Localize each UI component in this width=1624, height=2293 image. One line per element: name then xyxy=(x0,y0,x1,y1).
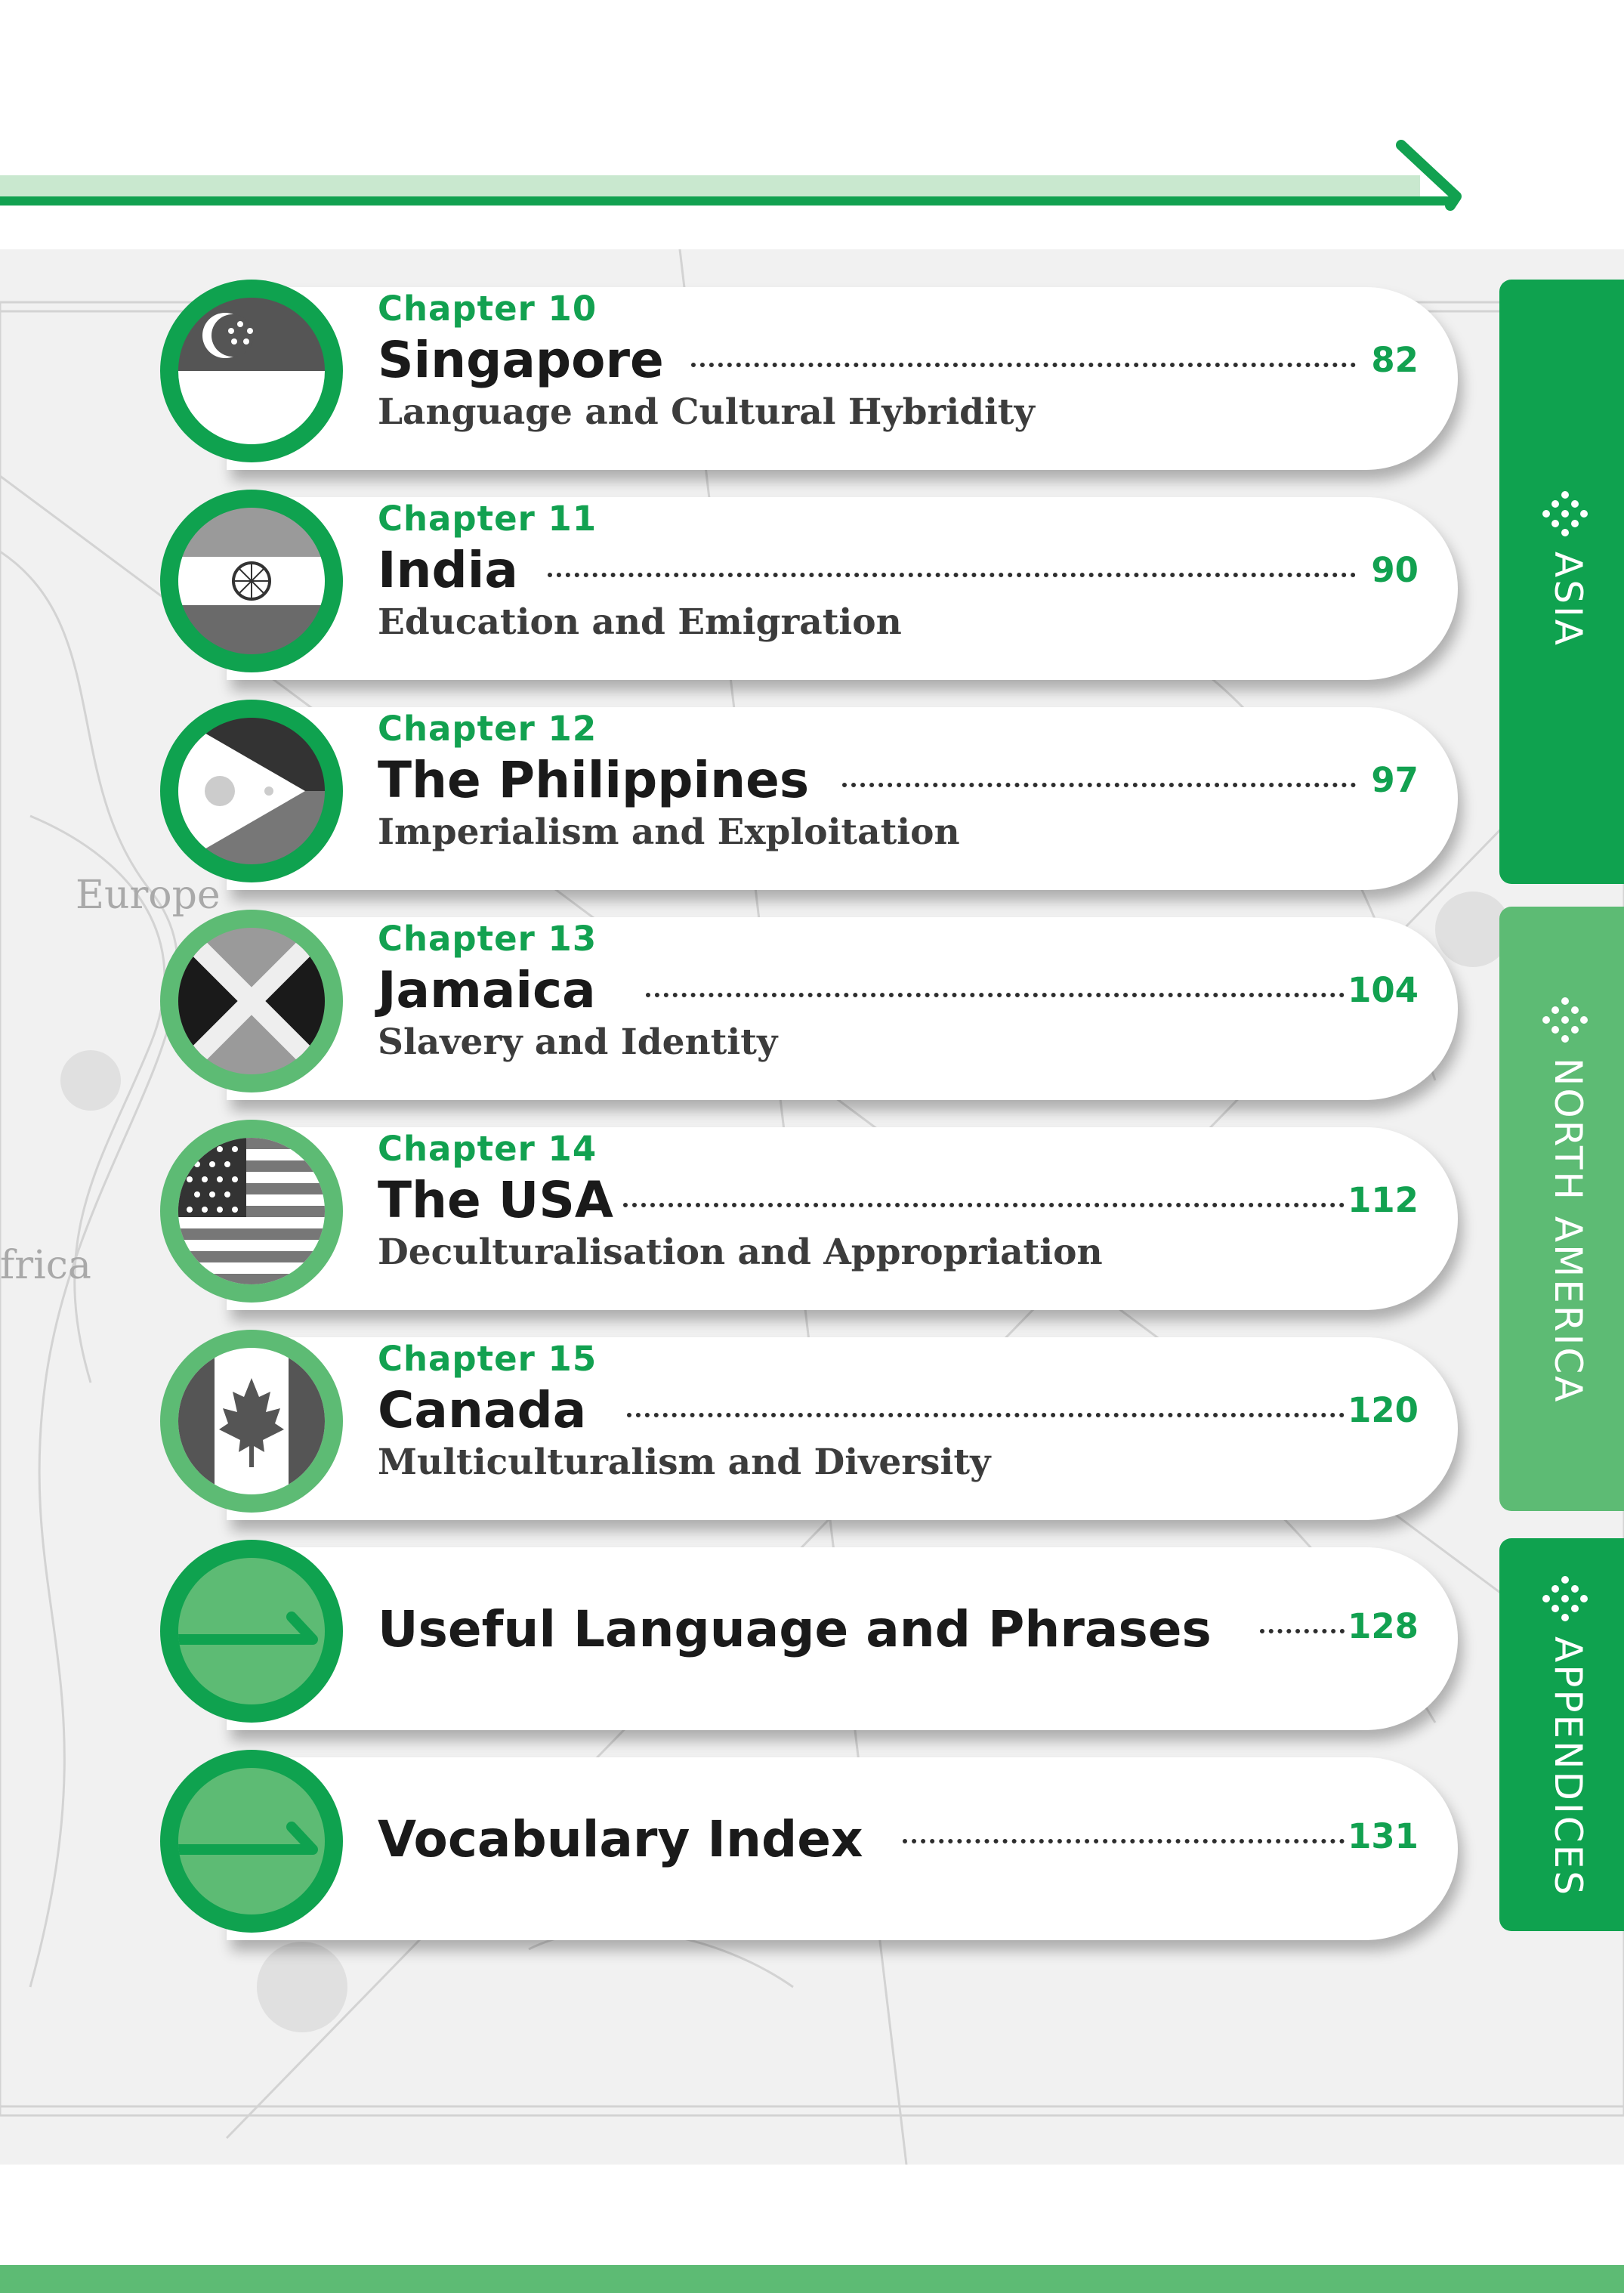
toc-row-vocabulary-index[interactable] xyxy=(0,1744,1465,1931)
tab-north-america[interactable] xyxy=(1499,907,1624,1511)
toc-row-useful-language[interactable] xyxy=(0,1534,1465,1721)
toc-row-india[interactable] xyxy=(0,484,1465,671)
canada-flag-icon xyxy=(178,1348,325,1494)
chapter-number: Chapter 12 xyxy=(378,709,597,749)
tab-asia[interactable] xyxy=(1499,280,1624,884)
chapter-number: Chapter 10 xyxy=(378,289,597,329)
tab-label: NORTH AMERICA xyxy=(1546,1058,1590,1405)
flag-badge xyxy=(160,490,343,672)
india-flag-icon xyxy=(178,508,325,654)
chapter-subtitle: Multiculturalism and Diversity xyxy=(378,1442,991,1483)
chapter-number: Chapter 15 xyxy=(378,1339,597,1379)
flag-badge xyxy=(160,910,343,1092)
flag-badge xyxy=(160,280,343,462)
flag-badge xyxy=(160,700,343,882)
chapter-subtitle: Language and Cultural Hybridity xyxy=(378,391,1035,433)
header-arrow xyxy=(0,136,1465,212)
tab-label: ASIA xyxy=(1546,552,1590,647)
chapter-title: Jamaica xyxy=(378,961,596,1019)
chapter-title: India xyxy=(378,541,518,599)
tab-appendices[interactable] xyxy=(1499,1538,1624,1931)
chapter-number: Chapter 14 xyxy=(378,1129,597,1169)
chapter-title: The USA xyxy=(378,1171,613,1229)
chapter-title: Canada xyxy=(378,1381,587,1439)
jamaica-flag-icon xyxy=(178,928,325,1074)
dot-leader xyxy=(623,1203,1345,1207)
chapter-title: The Philippines xyxy=(378,751,810,809)
dot-leader xyxy=(903,1839,1345,1843)
usa-flag-icon xyxy=(178,1138,325,1284)
chapter-number: Chapter 13 xyxy=(378,919,597,959)
dots-icon xyxy=(1539,487,1592,540)
toc-row-canada[interactable] xyxy=(0,1324,1465,1511)
page-number: 131 xyxy=(1348,1816,1419,1856)
toc-row-usa[interactable] xyxy=(0,1114,1465,1301)
toc-row-philippines[interactable] xyxy=(0,694,1465,881)
map-label-europe: Europe xyxy=(76,873,221,918)
toc-row-jamaica[interactable] xyxy=(0,904,1465,1091)
toc-row-singapore[interactable] xyxy=(0,273,1465,461)
chapter-number: Chapter 11 xyxy=(378,499,597,539)
chapter-subtitle: Deculturalisation and Appropriation xyxy=(378,1231,1103,1273)
chapter-title: Singapore xyxy=(378,331,664,389)
singapore-flag-icon xyxy=(178,298,325,444)
tab-label: APPENDICES xyxy=(1546,1636,1590,1897)
flag-badge xyxy=(160,1120,343,1303)
dot-leader xyxy=(627,1413,1345,1417)
page-number: 82 xyxy=(1371,340,1419,380)
page-number: 128 xyxy=(1348,1606,1419,1646)
dots-icon xyxy=(1539,1572,1592,1625)
dot-leader xyxy=(691,363,1356,367)
appendix-badge xyxy=(160,1750,343,1933)
arrow-icon xyxy=(178,1768,325,1914)
page-number: 120 xyxy=(1348,1390,1419,1430)
philippines-flag-icon xyxy=(178,718,325,864)
chapter-subtitle: Slavery and Identity xyxy=(378,1021,778,1063)
dot-leader xyxy=(1260,1629,1345,1633)
dots-icon xyxy=(1539,994,1592,1046)
footer-bar xyxy=(0,2265,1624,2293)
chapter-subtitle: Imperialism and Exploitation xyxy=(378,811,960,853)
flag-badge xyxy=(160,1330,343,1513)
dot-leader xyxy=(548,573,1356,577)
appendix-badge xyxy=(160,1540,343,1723)
page-number: 97 xyxy=(1371,760,1419,800)
dot-leader xyxy=(842,783,1356,787)
appendix-title: Vocabulary Index xyxy=(378,1810,863,1868)
appendix-title: Useful Language and Phrases xyxy=(378,1600,1212,1658)
page-number: 104 xyxy=(1348,970,1419,1010)
arrow-icon xyxy=(178,1558,325,1704)
page-number: 112 xyxy=(1348,1180,1419,1220)
dot-leader xyxy=(646,993,1345,997)
chapter-subtitle: Education and Emigration xyxy=(378,601,902,643)
page-number: 90 xyxy=(1371,550,1419,590)
map-label-africa: frica xyxy=(0,1243,91,1288)
